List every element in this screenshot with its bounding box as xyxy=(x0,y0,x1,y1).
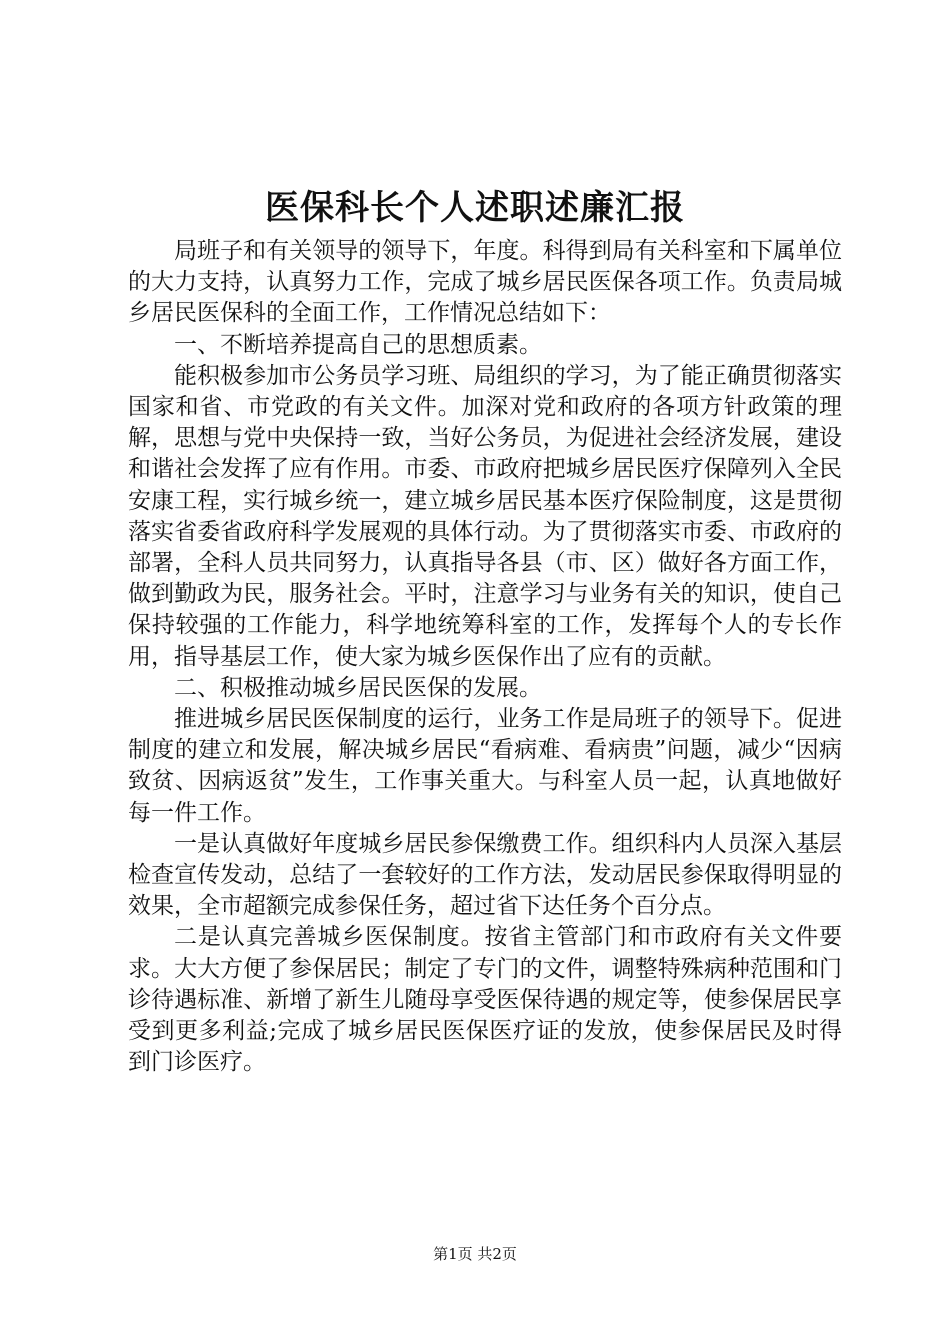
section-heading-2: 二、积极推动城乡居民医保的发展。 xyxy=(174,674,542,701)
paragraph-item-2: 二是认真完善城乡医保制度。按省主管部门和市政府有关文件要求。大大方便了参保居民；制定了专门的文件，调整特殊病种范围和门诊待遇标准、新增了新生儿随母享受医保待遇的规定等，使参保居民享受到更多利益;完成了城乡居民医保医疗证的发放，使参保居民及时得到门诊医疗。 xyxy=(128,924,842,1076)
paragraph-section-2: 推进城乡居民医保制度的运行，业务工作是局班子的领导下。促进制度的建立和发展，解决城乡居民“看病难、看病贵”问题，减少“因病致贫、因病返贫”发生，工作事关重大。与科室人员一起，认真地做好每一件工作。 xyxy=(128,706,842,826)
paragraph-section-1: 能积极参加市公务员学习班、局组织的学习，为了能正确贯彻落实国家和省、市党政的有关文件。加深对党和政府的各项方针政策的理解，思想与党中央保持一致，当好公务员，为促进社会经济发展，建设和谐社会发挥了应有作用。市委、市政府把城乡居民医疗保障列入全民安康工程，实行城乡统一，建立城乡居民基本医疗保险制度，这是贯彻落实省委省政府科学发展观的具体行动。为了贯彻落实市委、市政府的部署，全科人员共同努力，认真指导各县（市、区）做好各方面工作，做到勤政为民，服务社会。平时，注意学习与业务有关的知识，使自己保持较强的工作能力，科学地统筹科室的工作，发挥每个人的专长作用，指导基层工作，使大家为城乡医保作出了应有的贡献。 xyxy=(128,362,842,670)
document-title: 医保科长个人述职述廉汇报 xyxy=(265,188,685,228)
paragraph-item-1: 一是认真做好年度城乡居民参保缴费工作。组织科内人员深入基层检查宣传发动，总结了一套较好的工作方法，发动居民参保取得明显的效果，全市超额完成参保任务，超过省下达任务个百分点。 xyxy=(128,830,842,920)
section-heading-1: 一、不断培养提高自己的思想质素。 xyxy=(174,331,542,358)
document-body xyxy=(128,236,842,1078)
paragraph-intro: 局班子和有关领导的领导下，年度。科得到局有关科室和下属单位的大力支持，认真努力工作，完成了城乡居民医保各项工作。负责局城乡居民医保科的全面工作，工作情况总结如下： xyxy=(128,238,842,327)
page-footer: 第1页 共2页 xyxy=(433,1245,517,1263)
